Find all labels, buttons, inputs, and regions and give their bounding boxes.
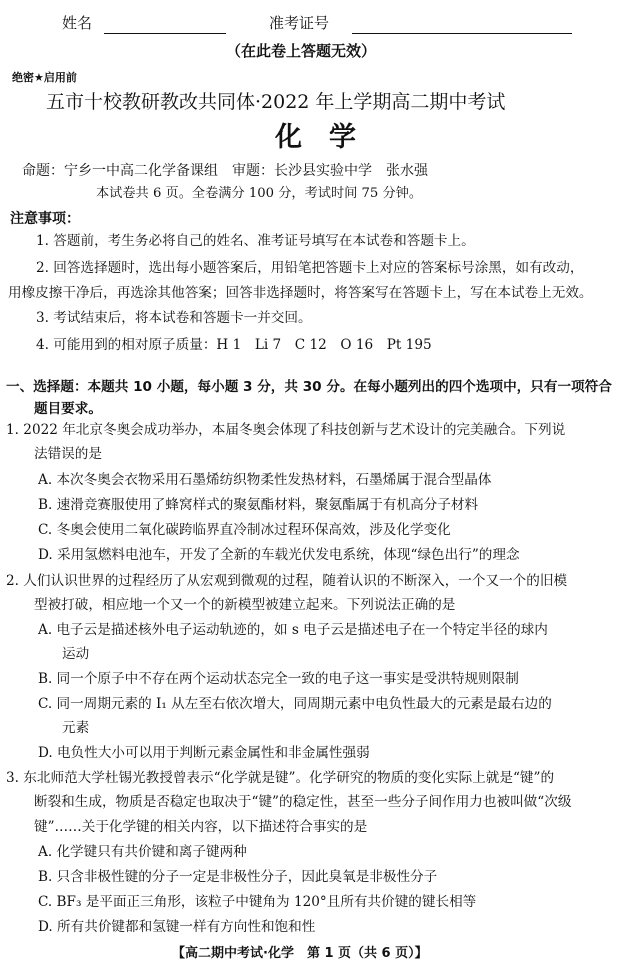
q1-stem-line1: 1. 2022 年北京冬奥会成功举办，本届冬奥会体现了科技创新与艺术设计的完美融合。下列说: [6, 422, 566, 438]
name-field[interactable]: [104, 33, 226, 34]
note-item-2: 2. 回答选择题时，选出每小题答案后，用铅笔把答题卡上对应的答案标号涂黑，如有改动，: [36, 260, 584, 276]
section1-heading: 一、选择题：本题共 10 小题，每小题 3 分，共 30 分。在每小题列出的四个选项中，只有一项符合: [6, 379, 612, 395]
note-item-4: 4. 可能用到的相对原子质量：H 1 Li 7 C 12 O 16 Pt 195: [36, 337, 432, 353]
q2-option-d: D. 电负性大小可以用于判断元素金属性和非金属性强弱: [38, 745, 370, 761]
secret-label: 绝密★启用前: [12, 71, 77, 84]
q2-option-c-cont: 元素: [62, 720, 90, 736]
q3-option-a: A. 化学键只有共价键和离子键两种: [38, 844, 247, 860]
subject-title: 化 学: [275, 122, 356, 153]
ticket-label: 准考证号: [269, 14, 330, 32]
q1-option-c: C. 冬奥会使用二氧化碳跨临界直冷制冰过程环保高效，涉及化学变化: [38, 522, 451, 538]
q3-option-b: B. 只含非极性键的分子一定是非极性分子，因此臭氧是非极性分子: [38, 869, 438, 885]
exam-title: 五市十校教研教改共同体·2022 年上学期高二期中考试: [46, 91, 506, 113]
q2-option-a: A. 电子云是描述核外电子运动轨迹的，如 s 电子云是描述电子在一个特定半径的球内: [38, 622, 548, 638]
ticket-number-field[interactable]: [352, 33, 572, 34]
section1-heading-cont: 题目要求。: [34, 401, 102, 417]
q1-stem-line2: 法错误的是: [34, 446, 102, 462]
note-item-3: 3. 考试结束后，将本试卷和答题卡一并交回。: [36, 310, 312, 326]
q2-option-b: B. 同一个原子中不存在两个运动状态完全一致的电子这一事实是受洪特规则限制: [38, 671, 519, 687]
page-footer: 【高二期中考试·化学 第 1 页（共 6 页）】: [172, 946, 428, 961]
q1-option-b: B. 速滑竞赛服使用了蜂窝样式的聚氨酯材料，聚氨酯属于有机高分子材料: [38, 497, 479, 513]
q2-option-a-cont: 运动: [62, 646, 90, 662]
q1-option-d: D. 采用氢燃料电池车，开发了全新的车载光伏发电系统，体现“绿色出行”的理念: [38, 547, 520, 563]
q2-stem-line2: 型被打破，相应地一个又一个的新模型被建立起来。下列说法正确的是: [34, 597, 456, 613]
paper-info: 本试卷共 6 页。全卷满分 100 分，考试时间 75 分钟。: [96, 186, 423, 201]
q3-stem-line3: 键”……关于化学键的相关内容，以下描述符合事实的是: [34, 819, 368, 835]
invalid-note: （在此卷上答题无效）: [226, 42, 377, 60]
q2-option-c: C. 同一周期元素的 I₁ 从左至右依次增大，同周期元素中电负性最大的元素是最右边的: [38, 696, 552, 712]
q3-stem-line1: 3. 东北师范大学杜锡光教授曾表示“化学就是键”。化学研究的物质的变化实际上就是“键”的: [6, 770, 555, 786]
name-label: 姓名: [62, 14, 93, 32]
q2-stem-line1: 2. 人们认识世界的过程经历了从宏观到微观的过程，随着认识的不断深入，一个又一个的旧模: [6, 573, 568, 589]
q1-option-a: A. 本次冬奥会衣物采用石墨烯纺织物柔性发热材料，石墨烯属于混合型晶体: [38, 472, 492, 488]
note-item-2-cont: 用橡皮擦干净后，再选涂其他答案；回答非选择题时，将答案写在答题卡上，写在本试卷上无效。: [8, 285, 593, 301]
q3-option-c: C. BF₃ 是平面正三角形，该粒子中键角为 120°且所有共价键的键长相等: [38, 894, 477, 910]
note-item-1: 1. 答题前，考生务必将自己的姓名、准考证号填写在本试卷和答题卡上。: [36, 233, 475, 249]
authors-line: 命题：宁乡一中高二化学备课组 审题：长沙县实验中学 张水强: [22, 163, 428, 179]
q3-option-d: D. 所有共价键都和氢键一样有方向性和饱和性: [38, 919, 316, 935]
q3-stem-line2: 断裂和生成，物质是否稳定也取决于“键”的稳定性，甚至一些分子间作用力也被叫做“次级: [34, 794, 572, 810]
notes-title: 注意事项：: [10, 211, 80, 227]
